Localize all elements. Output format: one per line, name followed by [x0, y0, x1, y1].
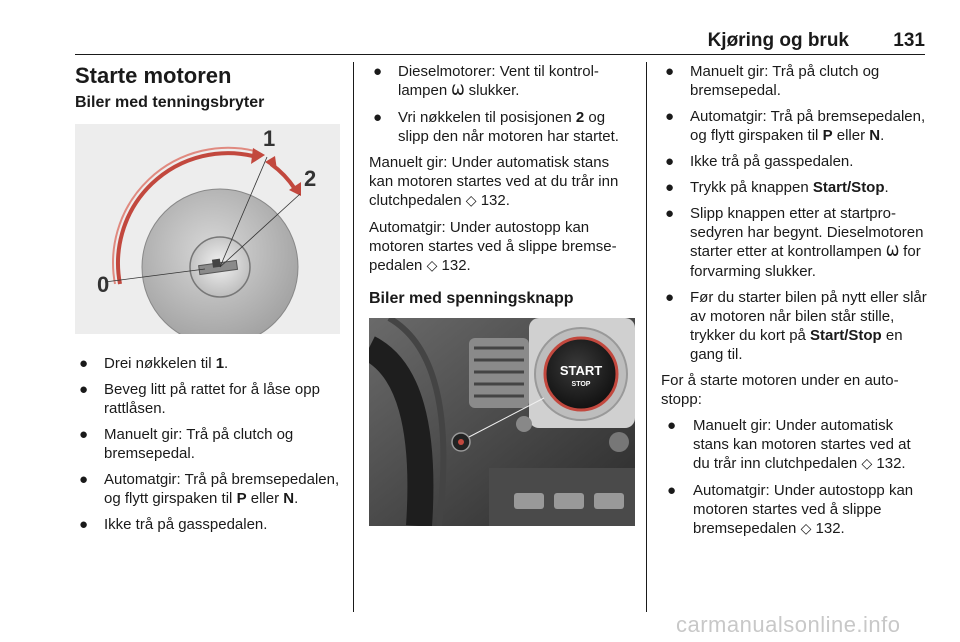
column-3 — [661, 62, 929, 546]
start-label: START — [559, 363, 603, 378]
list-item: ● Manuelt gir: Trå på clutch og bremsepedal. — [79, 426, 294, 462]
preheat-lamp-icon: Ѡ — [885, 244, 900, 260]
column-divider-1 — [353, 62, 354, 612]
ignition-steps-list — [75, 354, 340, 534]
diesel-steps-list — [369, 62, 635, 146]
list-item: ● Ikke trå på gasspedalen. — [665, 153, 854, 170]
manual-autostop-paragraph: Manuelt gir: Under automatisk stans kan motoren startes ved at du trår inn clutchpedalen ◇ 132. — [369, 154, 619, 209]
column-divider-2 — [646, 62, 647, 612]
list-item: ● Trykk på knappen Start/Stop. — [665, 179, 889, 196]
start-stop-drawing — [369, 318, 635, 526]
page-reference-icon: ◇ — [426, 258, 438, 274]
start-button-steps-list — [661, 62, 929, 364]
column-1 — [75, 62, 340, 541]
preheat-lamp-icon: Ѡ — [451, 83, 465, 99]
list-item: ● Automatgir: Trå på bremsepedalen, og flytt girspaken til P eller N. — [79, 471, 340, 507]
watermark: carmanualsonline.info — [676, 612, 901, 637]
position-1-label: 1 — [263, 126, 276, 151]
list-item: ● Slipp knappen etter at startprosedyren har begynt. Dieselmotoren starter etter at kontrollampen Ѡ for forvarming slukker. — [665, 205, 924, 280]
list-item: ● Automatgir: Under autostopp kan motoren startes ved å slippe bremsepedalen ◇ 132. — [667, 482, 914, 537]
list-item: ● Manuelt gir: Trå på clutch og bremsepedal. — [665, 63, 880, 99]
list-item: ● Vri nøkkelen til posisjonen 2 og slipp den når motoren har startet. — [373, 109, 619, 145]
page-number: 131 — [893, 30, 925, 51]
autostop-steps-list — [663, 416, 929, 539]
page-title: Starte motoren — [75, 63, 232, 88]
page-reference-icon: ◇ — [465, 193, 477, 209]
list-item: ● Før du starter bilen på nytt eller slår av motoren når bilen står stille, trykker du kort på Start/Stop en gang til. — [665, 289, 927, 363]
page-reference-icon: ◇ — [800, 521, 812, 537]
automatic-autostop-paragraph: Automatgir: Under autostopp kan motoren startes ved å slippe bremsepedalen ◇ 132. — [369, 219, 617, 274]
position-0-label: 0 — [97, 272, 110, 297]
page-header — [75, 30, 925, 54]
subheading-power-button: Biler med spenningsknapp — [369, 290, 574, 307]
list-item: ● Beveg litt på rattet for å låse opp rattlåsen. — [79, 381, 320, 417]
section-title: Kjøring og bruk — [707, 30, 849, 51]
stop-label: STOP — [571, 381, 591, 388]
position-2-label: 2 — [304, 166, 317, 191]
list-item: ● Dieselmotorer: Vent til kontrollampen Ѡ slukker. — [373, 63, 599, 99]
subheading-ignition-switch: Biler med tenningsbryter — [75, 94, 265, 111]
list-item: ● Ikke trå på gasspedalen. — [79, 516, 268, 533]
page-reference-icon: ◇ — [861, 456, 873, 472]
autostop-intro-paragraph: For å starte motoren under en autostopp: — [661, 372, 899, 408]
list-item: ● Manuelt gir: Under automatisk stans kan motoren startes ved at du trår inn clutchpedalen ◇ 132. — [667, 417, 911, 472]
ignition-switch-drawing — [75, 124, 340, 334]
start-stop-button-photo — [369, 318, 635, 526]
header-rule — [75, 54, 925, 55]
list-item: ● Automatgir: Trå på bremsepedalen, og flytt girspaken til P eller N. — [665, 108, 926, 144]
ignition-switch-illustration — [75, 124, 340, 334]
list-item: ● Drei nøkkelen til 1. — [79, 355, 229, 372]
column-2 — [369, 62, 635, 552]
